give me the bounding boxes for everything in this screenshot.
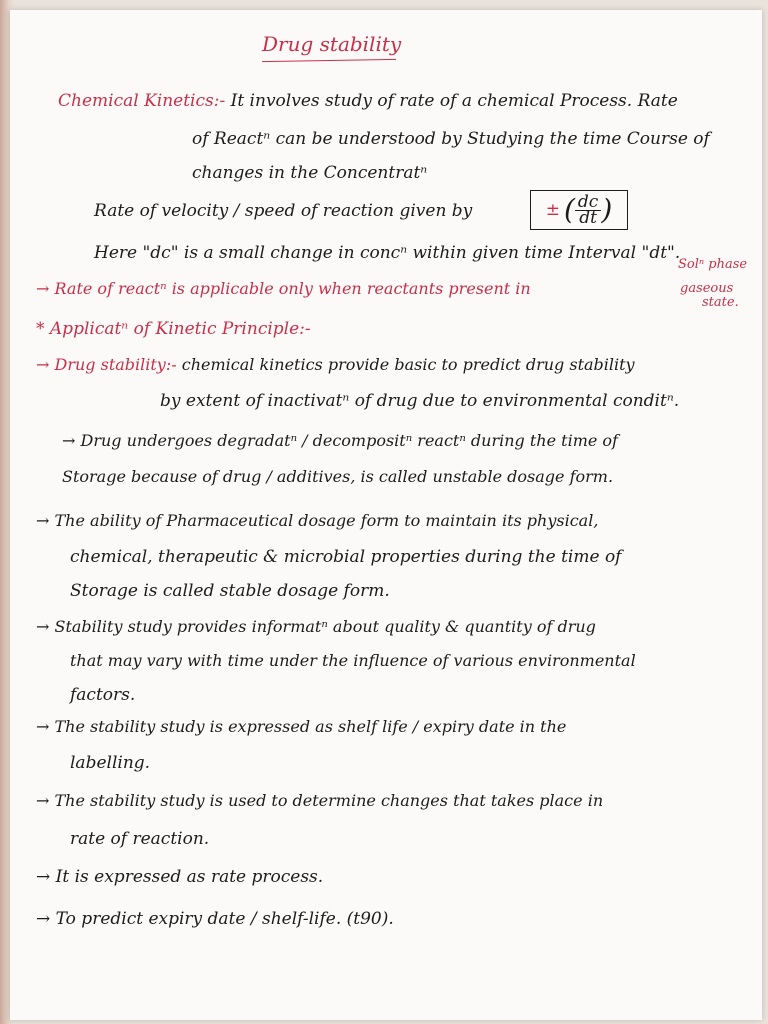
point-2-line-3: Storage is called stable dosage form. xyxy=(70,581,390,601)
notebook-page xyxy=(10,10,762,1020)
kinetics-line-1 xyxy=(58,90,678,112)
point-2-line-2: chemical, therapeutic & microbial properties during the time of xyxy=(70,547,622,567)
phase-gaseous: gaseous xyxy=(680,281,734,296)
page-title: Drug stability xyxy=(262,32,402,56)
phase-solution: Solⁿ phase xyxy=(678,257,748,272)
applicable-line: → Rate of reactⁿ is applicable only when reactants present in xyxy=(36,279,531,298)
rate-text: Rate of velocity / speed of reaction given by xyxy=(94,201,473,221)
applications-heading: * Applicatⁿ of Kinetic Principle:- xyxy=(36,319,311,339)
point-3-line-1: → Stability study provides informatⁿ about quality & quantity of drug xyxy=(36,617,596,636)
kinetics-label: Chemical Kinetics:- xyxy=(58,91,226,111)
drug-stability-text-1: chemical kinetics provide basic to predict drug stability xyxy=(181,355,635,374)
point-1-line-2: Storage because of drug / additives, is called unstable dosage form. xyxy=(62,467,614,486)
point-3-line-3: factors. xyxy=(70,685,136,705)
drug-stability-label: → Drug stability:- xyxy=(36,355,177,374)
plus-minus-sign: ± xyxy=(545,200,560,220)
point-1-line-1: → Drug undergoes degradatⁿ / decompositⁿ reactⁿ during the time of xyxy=(62,431,618,450)
point-2-line-1: → The ability of Pharmaceutical dosage form to maintain its physical, xyxy=(36,511,599,530)
point-5-line-2: rate of reaction. xyxy=(70,829,210,849)
point-4-line-2: labelling. xyxy=(70,753,151,773)
point-3-line-2: that may vary with time under the influence of various environmental xyxy=(70,651,636,670)
drug-stability-line-2: by extent of inactivatⁿ of drug due to environmental conditⁿ. xyxy=(160,391,680,411)
kinetics-line-3: changes in the Concentratⁿ xyxy=(192,163,428,183)
rate-numerator: dc xyxy=(575,195,601,211)
point-5-line-1: → The stability study is used to determine changes that takes place in xyxy=(36,791,604,810)
close-paren: ) xyxy=(601,193,613,226)
open-paren: ( xyxy=(563,193,575,226)
point-7-line-1: → To predict expiry date / shelf-life. (t90). xyxy=(36,909,394,929)
phase-state: state. xyxy=(702,295,739,310)
point-4-line-1: → The stability study is expressed as shelf life / expiry date in the xyxy=(36,717,567,736)
kinetics-line-2: of Reactⁿ can be understood by Studying the time Course of xyxy=(192,129,710,149)
title-underline xyxy=(262,59,396,62)
here-line: Here "dc" is a small change in concⁿ within given time Interval "dt". xyxy=(94,243,681,263)
rate-denominator: dt xyxy=(579,207,597,228)
point-6-line-1: → It is expressed as rate process. xyxy=(36,867,324,887)
rate-formula-box xyxy=(530,190,628,230)
rate-fraction xyxy=(575,191,601,228)
drug-stability-line-1 xyxy=(36,354,635,376)
kinetics-text-1: It involves study of rate of a chemical Process. Rate xyxy=(230,91,678,111)
